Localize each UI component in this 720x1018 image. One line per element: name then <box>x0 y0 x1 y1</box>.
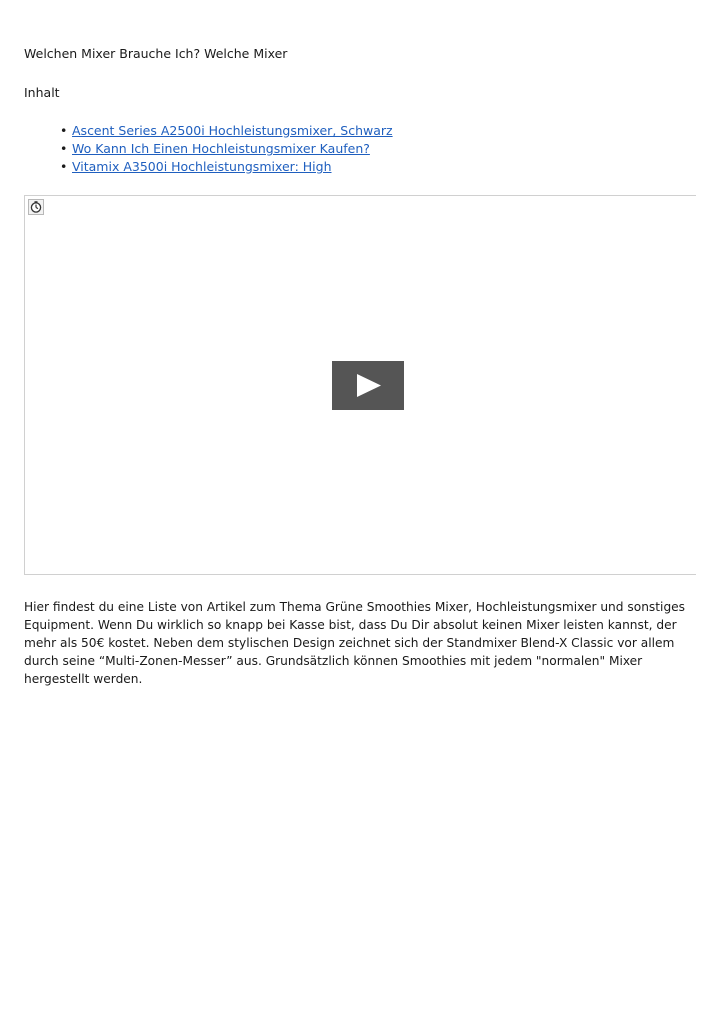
page-title: Welchen Mixer Brauche Ich? Welche Mixer <box>24 46 288 61</box>
toc-item <box>56 159 393 177</box>
toc-heading: Inhalt <box>24 85 60 100</box>
toc-link-vitamix-a3500i[interactable]: Vitamix A3500i Hochleistungsmixer: High <box>72 159 332 174</box>
play-icon <box>332 361 404 410</box>
toc-item <box>56 123 393 141</box>
bullet-icon: • <box>60 123 68 138</box>
toc-link-wo-kaufen[interactable]: Wo Kann Ich Einen Hochleistungsmixer Kaufen? <box>72 141 370 156</box>
play-button[interactable] <box>332 361 404 410</box>
body-paragraph: Hier findest du eine Liste von Artikel zum Thema Grüne Smoothies Mixer, Hochleistungsmixer und sonstiges Equipment. Wenn Du wirklich so knapp bei Kasse bist, dass Du Dir absolut keinen Mixer leisten kannst, der mehr als 50€ kostet. Neben dem stylischen Design zeichnet sich der Standmixer Blend-X Classic vor allem durch seine “Multi-Zonen-Messer” aus. Grundsätzlich können Smoothies mit jedem "normalen" Mixer hergestellt werden. <box>24 600 686 686</box>
bullet-icon: • <box>60 159 68 174</box>
toc-item <box>56 141 393 159</box>
table-of-contents <box>56 123 393 177</box>
video-embed[interactable] <box>24 195 696 575</box>
bullet-icon: • <box>60 141 68 156</box>
toc-link-ascent-series[interactable]: Ascent Series A2500i Hochleistungsmixer, Schwarz <box>72 123 393 138</box>
clock-icon[interactable] <box>28 199 44 215</box>
